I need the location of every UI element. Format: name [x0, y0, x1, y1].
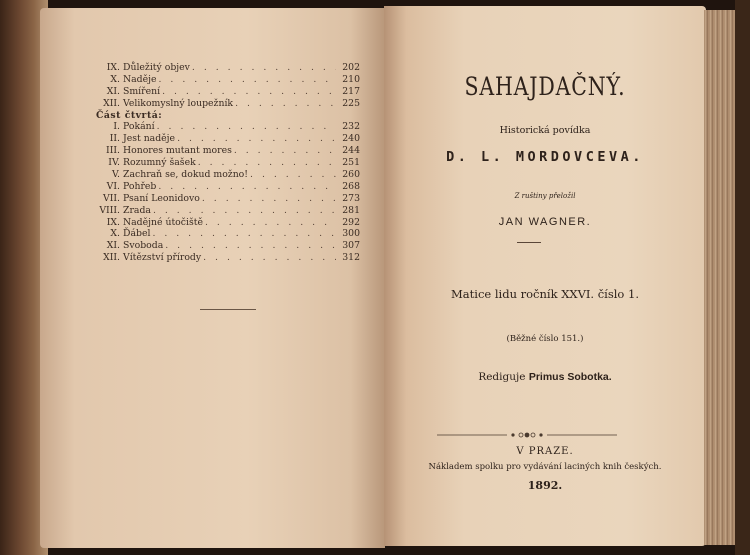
toc-entry-page: 300	[342, 228, 360, 240]
toc-entry-number: VII.	[102, 192, 120, 204]
toc-entry-page: 225	[342, 97, 360, 109]
toc-leader-dots	[162, 86, 336, 97]
short-rule	[517, 242, 541, 243]
right-cover-edge	[735, 0, 750, 555]
toc-entry	[98, 228, 360, 240]
toc-entry	[98, 98, 360, 110]
toc-entry-number: II.	[109, 133, 120, 145]
toc-entry-page: 281	[342, 204, 360, 216]
editor-prefix: Rediguje	[478, 371, 526, 383]
toc-entry	[98, 252, 360, 264]
author-name: D. L. MORDOVCEVA.	[446, 149, 644, 165]
toc-entry-number: IX.	[106, 62, 120, 73]
toc-entry-title: Zrada	[123, 204, 151, 216]
toc-entry	[98, 62, 360, 74]
toc-leader-dots	[165, 240, 336, 251]
imprint-city: V PRAZE.	[516, 446, 574, 457]
toc-entry-page: 292	[342, 216, 360, 228]
toc-entry-number: XII.	[103, 97, 120, 109]
toc-entry-number: X.	[110, 228, 120, 240]
toc-entry-title: Honores mutant mores	[123, 145, 232, 157]
toc-top-group	[98, 62, 360, 110]
toc-leader-dots	[192, 62, 336, 73]
toc-leader-dots	[159, 74, 336, 85]
toc-leader-dots	[250, 169, 336, 180]
toc-entry-number: IV.	[108, 157, 120, 169]
toc-entry	[98, 86, 360, 98]
toc-entry-title: Rozumný šašek	[123, 157, 196, 169]
toc-entry-page: 268	[342, 180, 360, 192]
toc-entry	[98, 193, 360, 205]
toc-entry-page: 210	[342, 73, 360, 85]
toc-entry-page: 312	[342, 252, 360, 264]
toc-entry	[98, 205, 360, 217]
toc-entry-title: Velikomyslný loupežník	[123, 97, 234, 109]
toc-leader-dots	[205, 217, 336, 228]
toc-entry-title: Zachraň se, dokud možno!	[123, 169, 249, 181]
toc-entry	[98, 157, 360, 169]
toc-entry-title: Pokání	[123, 121, 155, 133]
toc-entry-number: I.	[113, 121, 120, 133]
toc-entry-number: XI.	[106, 85, 120, 97]
toc-entry	[98, 121, 360, 133]
toc-leader-dots	[202, 193, 336, 204]
imprint-year: 1892.	[527, 479, 563, 492]
translated-note: Z ruštiny přeložil	[514, 192, 576, 200]
imprint-publisher: Nákladem spolku pro vydávání laciných knih českých.	[428, 462, 662, 472]
toc-entry-title: Ďábel	[123, 228, 151, 240]
toc-leader-dots	[153, 205, 336, 216]
toc-entry	[98, 74, 360, 86]
toc-entry-number: X.	[110, 73, 120, 85]
toc-leader-dots	[198, 157, 336, 168]
toc-entry-page: 244	[342, 145, 360, 157]
toc-leader-dots	[157, 121, 336, 132]
toc-entry-page: 273	[342, 192, 360, 204]
series-line: Matice lidu ročník XXVI. číslo 1.	[451, 287, 639, 301]
toc-entry-page: 251	[342, 157, 360, 169]
toc-leader-dots	[234, 145, 336, 156]
toc-entry-title: Nadějné útočiště	[123, 216, 203, 228]
toc-entry-number: III.	[106, 145, 120, 157]
toc-entry-title: Jest naděje	[123, 133, 176, 145]
toc-leader-dots	[158, 181, 336, 192]
translator-name: JAN WAGNER.	[498, 216, 592, 228]
toc-entry-page: 240	[342, 133, 360, 145]
toc-entry-number: V.	[111, 169, 120, 181]
toc-entry-title: Vítězství přírody	[123, 252, 202, 264]
toc-entry-title: Pohřeb	[123, 180, 157, 192]
toc-entry	[98, 181, 360, 193]
book-subtitle: Historická povídka	[499, 125, 591, 136]
toc-entry-number: IX.	[106, 216, 120, 228]
toc-leader-dots	[177, 133, 336, 144]
toc-bottom-group	[98, 121, 360, 264]
toc-entry	[98, 217, 360, 229]
toc-entry-number: VIII.	[99, 204, 120, 216]
toc-entry-title: Psaní Leonidovo	[123, 192, 200, 204]
toc-entry	[98, 145, 360, 157]
toc-entry-title: Naděje	[123, 73, 157, 85]
toc-entry-title: Důležitý objev	[123, 62, 190, 73]
book-title: SAHAJDAČNÝ.	[464, 72, 626, 101]
part-heading: Část čtvrtá:	[96, 109, 163, 121]
toc-entry-number: XI.	[106, 240, 120, 252]
toc-leader-dots	[235, 98, 336, 109]
toc-entry-page: 260	[342, 169, 360, 181]
toc-entry-title: Svoboda	[123, 240, 164, 252]
ornament-rule	[437, 432, 617, 438]
toc-entry-page: 217	[342, 85, 360, 97]
toc-entry-title: Smíření	[123, 85, 161, 97]
toc-leader-dots	[203, 252, 336, 263]
toc-entry	[98, 133, 360, 145]
end-rule	[200, 309, 256, 310]
editor-line	[384, 371, 706, 383]
toc-entry	[98, 169, 360, 181]
toc-entry-page: 202	[342, 62, 360, 73]
toc-leader-dots	[152, 228, 336, 239]
toc-entry-number: XII.	[103, 252, 120, 264]
toc-entry-page: 307	[342, 240, 360, 252]
toc-entry-page: 232	[342, 121, 360, 133]
toc-entry	[98, 240, 360, 252]
table-of-contents	[98, 62, 360, 264]
toc-entry-number: VI.	[106, 180, 120, 192]
editor-name: Primus Sobotka.	[528, 371, 612, 383]
running-number: (Běžné číslo 151.)	[506, 334, 584, 344]
